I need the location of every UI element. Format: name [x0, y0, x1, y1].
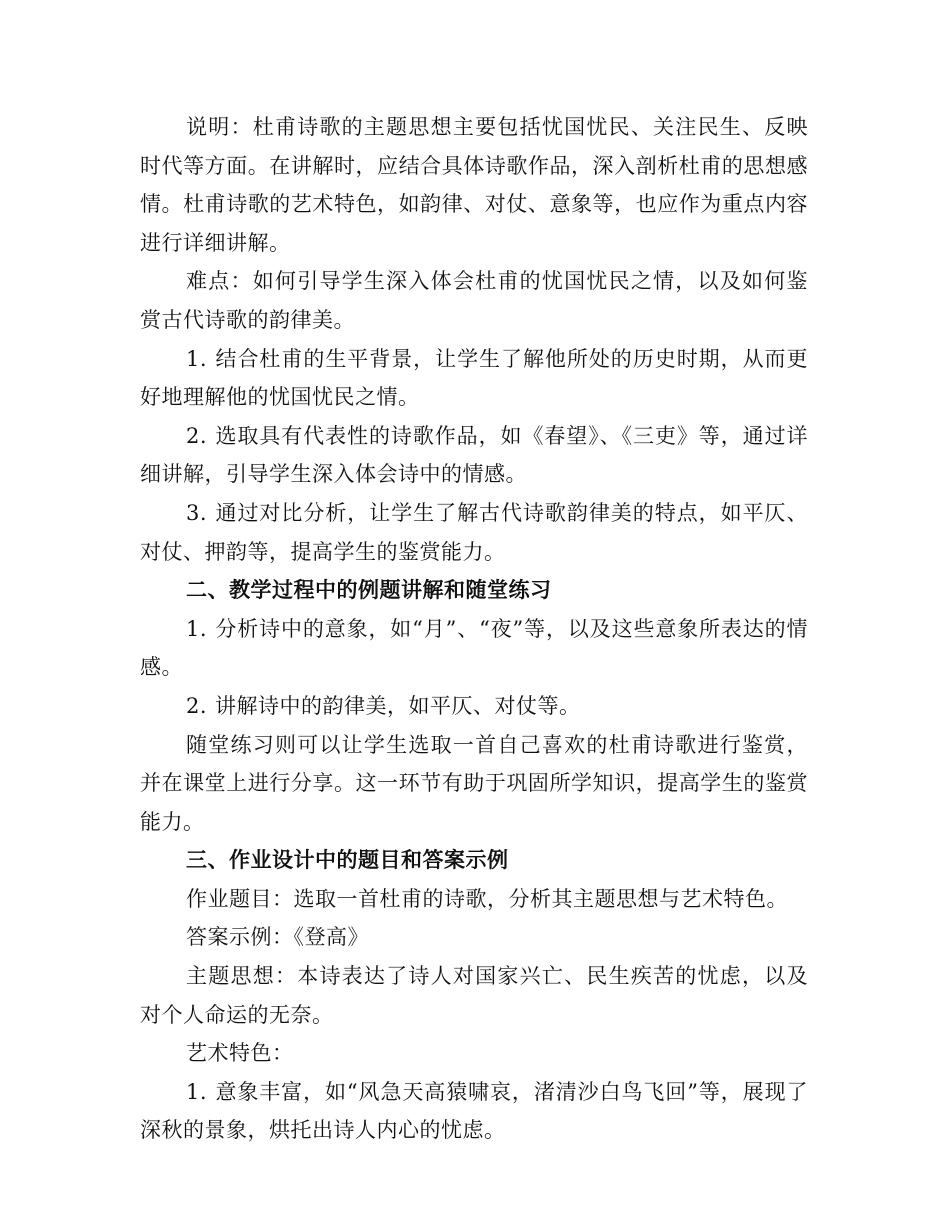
item-number: 3. — [186, 500, 208, 525]
homework-paragraph: 作业题目：选取一首杜甫的诗歌，分析其主题思想与艺术特色。 — [186, 886, 788, 911]
item-number: 2. — [186, 423, 208, 448]
item-text: 分析诗中的意象，如“月”、“夜”等，以及这些意象所表达的情感。 — [140, 616, 808, 680]
item-text: 意象丰富，如“风急天高猿啸哀，渚清沙白鸟飞回”等，展现了深秋的景象，烘托出诗人内心的忧虑。 — [140, 1079, 808, 1143]
item-number: 1. — [186, 1079, 208, 1104]
item-number: 1. — [186, 616, 208, 641]
item-number: 2. — [186, 693, 208, 718]
art-paragraph: 艺术特色： — [186, 1041, 294, 1066]
example-item — [140, 687, 808, 726]
section-heading-2: 二、教学过程中的例题讲解和随堂练习 — [186, 578, 552, 603]
strategy-item — [140, 417, 808, 494]
item-text: 选取具有代表性的诗歌作品，如《春望》、《三吏》等，通过详细讲解，引导学生深入体会诗中的情感。 — [140, 423, 808, 487]
practice-paragraph: 随堂练习则可以让学生选取一首自己喜欢的杜甫诗歌进行鉴赏，并在课堂上进行分享。这一环节有助于巩固所学知识，提高学生的鉴赏能力。 — [140, 732, 808, 834]
answer-paragraph: 答案示例：《登高》 — [186, 925, 369, 950]
difficulty-paragraph: 难点：如何引导学生深入体会杜甫的忧国忧民之情，以及如何鉴赏古代诗歌的韵律美。 — [140, 269, 808, 332]
art-item — [140, 1073, 808, 1150]
item-number: 1. — [186, 346, 208, 371]
strategy-item — [140, 340, 808, 417]
strategy-item — [140, 494, 808, 571]
item-text: 通过对比分析，让学生了解古代诗歌韵律美的特点，如平仄、对仗、押韵等，提高学生的鉴赏能力。 — [140, 500, 808, 564]
document-page — [140, 108, 808, 1150]
section-heading-3: 三、作业设计中的题目和答案示例 — [186, 848, 509, 873]
item-text: 结合杜甫的生平背景，让学生了解他所处的历史时期，从而更好地理解他的忧国忧民之情。 — [140, 346, 808, 410]
theme-paragraph: 主题思想：本诗表达了诗人对国家兴亡、民生疾苦的忧虑，以及对个人命运的无奈。 — [140, 964, 808, 1027]
explanation-paragraph: 说明：杜甫诗歌的主题思想主要包括忧国忧民、关注民生、反映时代等方面。在讲解时，应结合具体诗歌作品，深入剖析杜甫的思想感情。杜甫诗歌的艺术特色，如韵律、对仗、意象等，也应作为重点内容进行详细讲解。 — [140, 115, 808, 255]
item-text: 讲解诗中的韵律美，如平仄、对仗等。 — [215, 693, 581, 718]
example-item — [140, 610, 808, 687]
